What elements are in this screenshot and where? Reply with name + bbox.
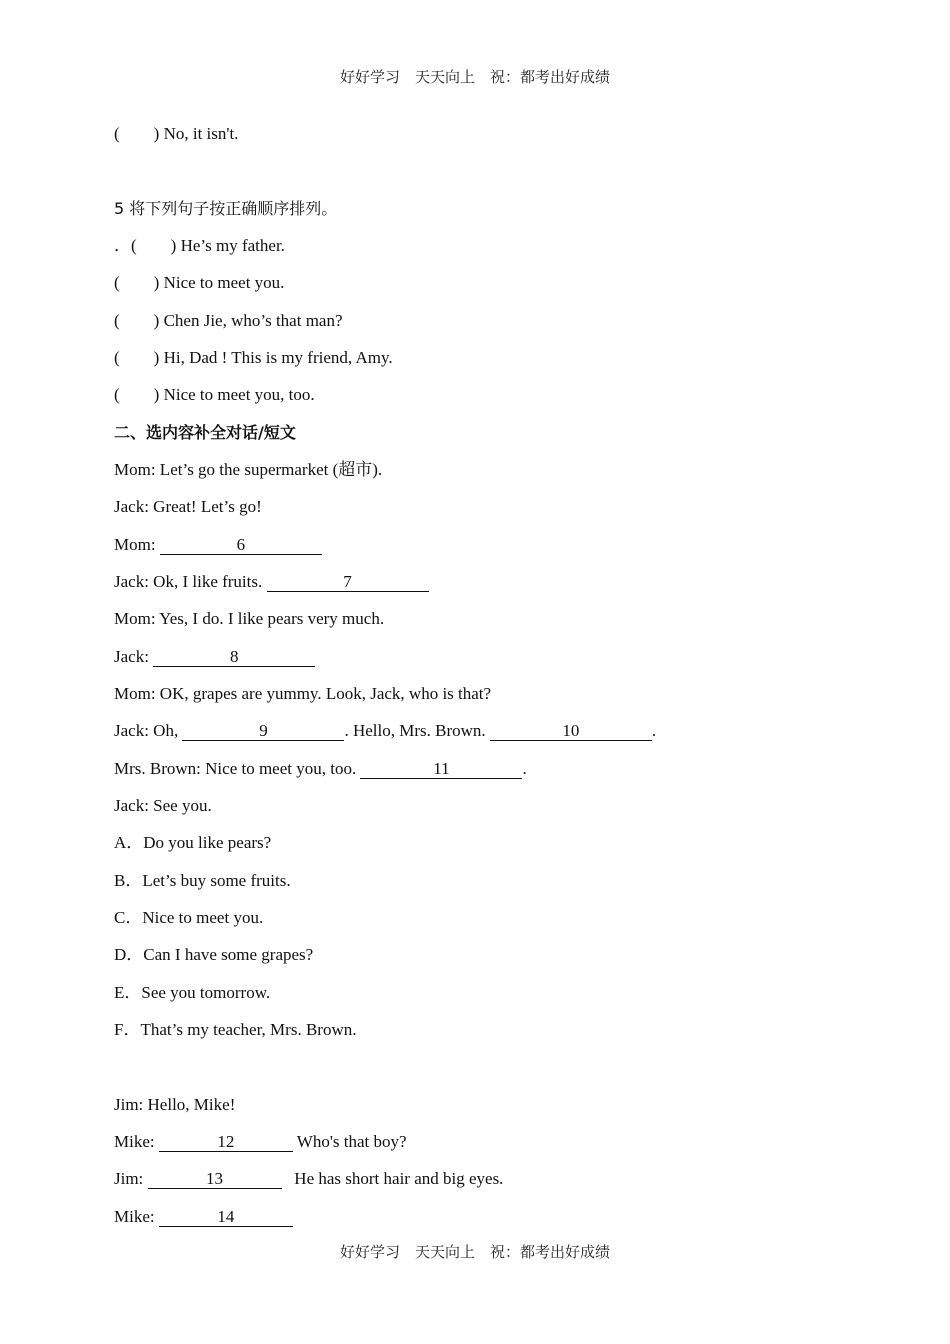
answer-blank-6[interactable]: 6 [160,536,322,555]
section5-title: 5 将下列句子按正确顺序排列。 [114,199,338,218]
dialog-text: He has short hair and big eyes. [281,1169,504,1188]
sentence-text: Nice to meet you. [159,273,285,292]
dialog-line [114,646,315,668]
q4-answer-line [114,123,238,145]
answer-blank-8[interactable]: 8 [153,648,315,667]
order-item [114,384,315,406]
answer-blank-7[interactable]: 7 [267,573,429,592]
answer-blank-9[interactable]: 9 [182,722,344,741]
sentence-text: Hi, Dad ! This is my friend, Amy. [159,348,393,367]
option-a: A．Do you like pears? [114,833,272,852]
dialog-line: Mom: Yes, I do. I like pears very much. [114,609,385,628]
answer-bracket[interactable]: ( ) [114,385,160,404]
dialog-line [114,534,322,556]
option-d: D．Can I have some grapes? [114,945,314,964]
order-item [114,347,393,369]
page-header: 好好学习 天天向上 祝：都考出好成绩 [339,68,610,86]
option-c: C．Nice to meet you. [114,908,264,927]
sentence-text: Nice to meet you, too. [159,385,315,404]
answer-blank-13[interactable]: 13 [148,1170,282,1189]
answer-blank-11[interactable]: 11 [360,760,522,779]
answer-blank-10[interactable]: 10 [490,722,652,741]
section2-title: 二、选内容补全对话/短文 [114,423,296,442]
option-f: F．That’s my teacher, Mrs. Brown. [114,1020,357,1039]
order-item [114,235,285,257]
order-item [114,310,343,332]
dialog-line: Mom: Let’s go the supermarket (超市). [114,460,383,479]
speaker-text: Mike: [114,1132,159,1151]
answer-blank-14[interactable]: 14 [159,1208,293,1227]
speaker-text: Jack: Ok, I like fruits. [114,572,267,591]
punctuation: . [522,759,527,778]
order-item [114,272,284,294]
dialog-line: Jack: Great! Let’s go! [114,497,262,516]
option-e: E．See you tomorrow. [114,983,271,1002]
answer-blank-12[interactable]: 12 [159,1133,293,1152]
dialog-line [114,720,656,742]
sentence-text: No, it isn't. [159,124,239,143]
dialog2-line [114,1206,293,1228]
dialog-line: Jack: See you. [114,796,212,815]
dialog2-line [114,1168,503,1190]
dialog-line: Mom: OK, grapes are yummy. Look, Jack, who is that? [114,684,492,703]
speaker-text: Mom: [114,535,160,554]
option-b: B．Let’s buy some fruits. [114,871,291,890]
dialog-text: Who's that boy? [292,1132,407,1151]
answer-bracket[interactable]: ( ) [114,273,160,292]
answer-bracket[interactable]: ( ) [114,311,160,330]
dialog-line [114,758,527,780]
answer-bracket[interactable]: ( ) [114,348,160,367]
dialog-text: . Hello, Mrs. Brown. [344,721,490,740]
sentence-text: He’s my father. [176,236,285,255]
dialog-line [114,571,429,593]
speaker-text: Jack: [114,647,154,666]
sentence-text: Chen Jie, who’s that man? [159,311,343,330]
answer-bracket[interactable]: ．( ) [114,236,177,255]
page-footer: 好好学习 天天向上 祝：都考出好成绩 [339,1243,610,1261]
speaker-text: Jack: Oh, [114,721,183,740]
speaker-text: Jim: [114,1169,148,1188]
punctuation: . [651,721,657,740]
dialog2-line: Jim: Hello, Mike! [114,1095,236,1114]
dialog2-line [114,1131,407,1153]
speaker-text: Mike: [114,1207,159,1226]
answer-bracket[interactable]: ( ) [114,124,160,143]
speaker-text: Mrs. Brown: Nice to meet you, too. [114,759,361,778]
